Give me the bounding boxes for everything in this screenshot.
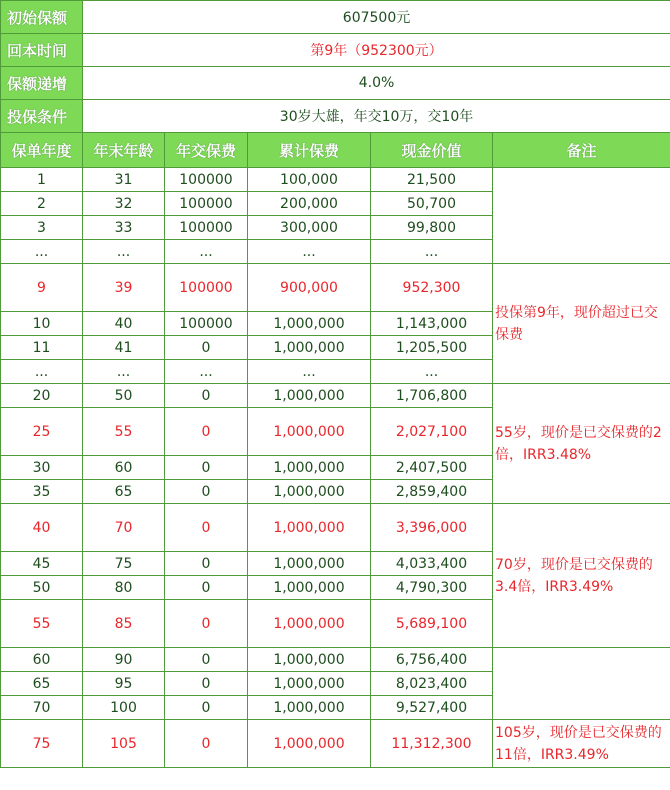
table-cell: 100000 <box>165 192 248 216</box>
table-cell: 1,000,000 <box>248 648 371 672</box>
table-cell: 65 <box>83 480 165 504</box>
table-cell: 6,756,400 <box>371 648 493 672</box>
column-header: 累计保费 <box>248 133 371 168</box>
table-cell: 2 <box>1 192 83 216</box>
table-cell: 0 <box>165 456 248 480</box>
table-cell: 50 <box>83 384 165 408</box>
table-cell: 50 <box>1 576 83 600</box>
table-cell: ... <box>371 360 493 384</box>
table-cell: 1 <box>1 168 83 192</box>
table-cell: ... <box>248 360 371 384</box>
table-cell: 4,033,400 <box>371 552 493 576</box>
table-cell: 1,706,800 <box>371 384 493 408</box>
note-cell: 投保第9年，现价超过已交保费 <box>493 264 670 384</box>
table-row <box>1 384 670 408</box>
table-cell: 50,700 <box>371 192 493 216</box>
column-header-row <box>1 133 670 168</box>
table-cell: 32 <box>83 192 165 216</box>
table-cell: 33 <box>83 216 165 240</box>
table-row-highlight <box>1 264 670 312</box>
table-cell: 99,800 <box>371 216 493 240</box>
table-cell: 105 <box>83 720 165 768</box>
info-label: 初始保额 <box>1 1 83 34</box>
table-cell: ... <box>165 360 248 384</box>
table-cell: 300,000 <box>248 216 371 240</box>
column-header: 年末年龄 <box>83 133 165 168</box>
table-cell: ... <box>1 240 83 264</box>
table-cell: 39 <box>83 264 165 312</box>
table-cell: 200,000 <box>248 192 371 216</box>
table-cell: 11,312,300 <box>371 720 493 768</box>
table-cell: 21,500 <box>371 168 493 192</box>
table-cell: 0 <box>165 576 248 600</box>
column-header: 备注 <box>493 133 670 168</box>
table-cell: 0 <box>165 720 248 768</box>
table-cell: 0 <box>165 504 248 552</box>
table-cell: 0 <box>165 384 248 408</box>
table-cell: 1,000,000 <box>248 720 371 768</box>
table-cell: 41 <box>83 336 165 360</box>
table-cell: 1,000,000 <box>248 504 371 552</box>
table-cell: 100000 <box>165 216 248 240</box>
table-cell: 80 <box>83 576 165 600</box>
table-cell: ... <box>248 240 371 264</box>
column-header: 年交保费 <box>165 133 248 168</box>
table-cell: ... <box>371 240 493 264</box>
info-row-payback-time <box>1 34 670 67</box>
table-cell: 60 <box>83 456 165 480</box>
table-cell: 1,000,000 <box>248 672 371 696</box>
table-cell: 1,000,000 <box>248 408 371 456</box>
note-cell: 70岁，现价是已交保费的3.4倍，IRR3.49% <box>493 504 670 648</box>
table-cell: 90 <box>83 648 165 672</box>
table-cell: 0 <box>165 552 248 576</box>
table-cell: 100 <box>83 696 165 720</box>
table-row-highlight <box>1 720 670 768</box>
table-cell: 1,205,500 <box>371 336 493 360</box>
column-header: 现金价值 <box>371 133 493 168</box>
table-cell: 2,407,500 <box>371 456 493 480</box>
info-value: 第9年（952300元） <box>83 34 670 67</box>
table-cell: 5,689,100 <box>371 600 493 648</box>
info-row-initial-amount <box>1 1 670 34</box>
table-cell: 900,000 <box>248 264 371 312</box>
table-cell: 55 <box>83 408 165 456</box>
info-label: 投保条件 <box>1 100 83 133</box>
table-cell: 0 <box>165 336 248 360</box>
table-row <box>1 168 670 192</box>
info-row-conditions <box>1 100 670 133</box>
table-row-highlight <box>1 504 670 552</box>
table-cell: 1,000,000 <box>248 600 371 648</box>
table-cell: 3,396,000 <box>371 504 493 552</box>
table-cell: 100,000 <box>248 168 371 192</box>
column-header: 保单年度 <box>1 133 83 168</box>
table-cell: 31 <box>83 168 165 192</box>
table-cell: 75 <box>83 552 165 576</box>
table-cell: 85 <box>83 600 165 648</box>
table-cell: ... <box>1 360 83 384</box>
table-cell: 11 <box>1 336 83 360</box>
table-cell: 60 <box>1 648 83 672</box>
table-cell: 30 <box>1 456 83 480</box>
table-cell: 45 <box>1 552 83 576</box>
table-cell: 9,527,400 <box>371 696 493 720</box>
note-cell-empty <box>493 648 670 720</box>
table-cell: 95 <box>83 672 165 696</box>
table-cell: 2,027,100 <box>371 408 493 456</box>
table-cell: 1,000,000 <box>248 576 371 600</box>
table-cell: 0 <box>165 408 248 456</box>
table-cell: 952,300 <box>371 264 493 312</box>
table-cell: 100000 <box>165 168 248 192</box>
table-cell: 10 <box>1 312 83 336</box>
table-cell: 100000 <box>165 312 248 336</box>
table-cell: 25 <box>1 408 83 456</box>
table-cell: 40 <box>83 312 165 336</box>
table-cell: ... <box>165 240 248 264</box>
table-cell: 1,000,000 <box>248 312 371 336</box>
table-row <box>1 648 670 672</box>
table-cell: 40 <box>1 504 83 552</box>
table-cell: 0 <box>165 600 248 648</box>
note-cell: 105岁，现价是已交保费的11倍，IRR3.49% <box>493 720 670 768</box>
table-cell: 70 <box>1 696 83 720</box>
table-cell: 1,000,000 <box>248 336 371 360</box>
table-cell: 1,143,000 <box>371 312 493 336</box>
info-row-amount-increase <box>1 67 670 100</box>
table-cell: 0 <box>165 648 248 672</box>
table-cell: 1,000,000 <box>248 480 371 504</box>
table-cell: 0 <box>165 480 248 504</box>
table-cell: 8,023,400 <box>371 672 493 696</box>
table-cell: 1,000,000 <box>248 456 371 480</box>
table-cell: 1,000,000 <box>248 696 371 720</box>
table-cell: 70 <box>83 504 165 552</box>
table-cell: 1,000,000 <box>248 384 371 408</box>
table-cell: ... <box>83 360 165 384</box>
table-cell: 0 <box>165 696 248 720</box>
table-cell: 3 <box>1 216 83 240</box>
note-cell: 55岁，现价是已交保费的2倍，IRR3.48% <box>493 384 670 504</box>
table-cell: 1,000,000 <box>248 552 371 576</box>
info-label: 回本时间 <box>1 34 83 67</box>
table-cell: 20 <box>1 384 83 408</box>
table-cell: 100000 <box>165 264 248 312</box>
info-label: 保额递增 <box>1 67 83 100</box>
info-value: 4.0% <box>83 67 670 100</box>
table-cell: 9 <box>1 264 83 312</box>
table-cell: 75 <box>1 720 83 768</box>
table-cell: 4,790,300 <box>371 576 493 600</box>
note-cell-empty <box>493 168 670 264</box>
table-cell: 65 <box>1 672 83 696</box>
table-cell: 0 <box>165 672 248 696</box>
table-cell: 2,859,400 <box>371 480 493 504</box>
info-value: 607500元 <box>83 1 670 34</box>
table-cell: 55 <box>1 600 83 648</box>
info-value: 30岁大雄，年交10万，交10年 <box>83 100 670 133</box>
table-cell: ... <box>83 240 165 264</box>
table-cell: 35 <box>1 480 83 504</box>
